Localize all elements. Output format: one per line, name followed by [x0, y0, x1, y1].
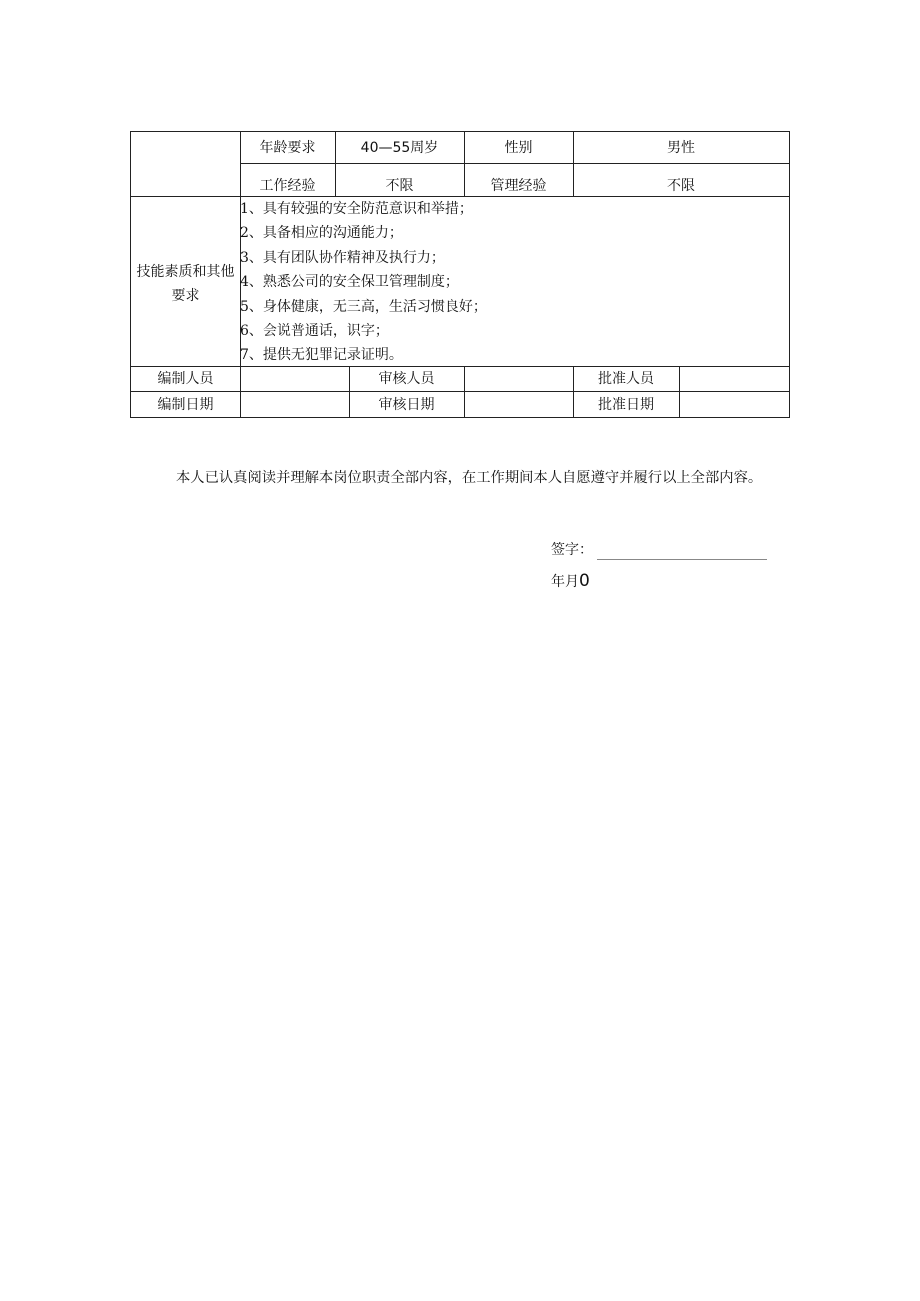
signature-line[interactable] — [597, 545, 767, 560]
list-item: 1、具有较强的安全防范意识和举措； — [240, 201, 473, 217]
age-requirement-label: 年龄要求 — [259, 139, 316, 156]
gender-value: 男性 — [667, 139, 695, 156]
job-requirements-table — [130, 131, 790, 418]
approved-date-label: 批准日期 — [598, 396, 654, 413]
table-col-divider — [464, 366, 465, 418]
management-experience-value: 不限 — [667, 177, 695, 194]
table-col-divider — [679, 366, 680, 418]
work-experience-value: 不限 — [385, 177, 414, 194]
reviewed-date-label: 审核日期 — [378, 396, 435, 413]
signature-area — [551, 540, 767, 560]
requirements-list — [240, 197, 788, 368]
date-text: 年月 — [551, 574, 579, 590]
table-rule-row1 — [240, 163, 790, 164]
date-digit: 0 — [579, 571, 590, 591]
list-item: 4、熟悉公司的安全保卫管理制度； — [240, 274, 459, 291]
approved-by-label: 批准人员 — [598, 371, 654, 387]
prepared-date-label: 编制日期 — [157, 396, 214, 413]
management-experience-label: 管理经验 — [490, 177, 547, 194]
table-border-bottom — [130, 417, 790, 418]
list-item: 2、具备相应的沟通能力； — [240, 225, 403, 242]
reviewed-by-label: 审核人员 — [378, 371, 435, 387]
gender-label: 性别 — [504, 139, 533, 156]
list-item: 3、具有团队协作精神及执行力； — [240, 249, 445, 266]
acknowledgement-statement: 本人已认真阅读并理解本岗位职责全部内容，在工作期间本人自愿遵守并履行以上全部内容。 — [176, 470, 763, 486]
list-item: 7、提供无犯罪记录证明。 — [240, 347, 403, 364]
date-line — [551, 570, 590, 593]
age-requirement-value: 40—55周岁 — [360, 139, 439, 156]
skills-requirements-label: 技能素质和其他要求 — [136, 264, 235, 304]
list-item: 5、身体健康，无三高，生活习惯良好； — [240, 298, 487, 315]
table-border-right — [789, 131, 790, 418]
prepared-by-label: 编制人员 — [157, 371, 214, 387]
work-experience-label: 工作经验 — [259, 177, 316, 194]
list-item: 6、会说普通话，识字； — [240, 323, 389, 340]
signature-label: 签字： — [551, 542, 593, 558]
